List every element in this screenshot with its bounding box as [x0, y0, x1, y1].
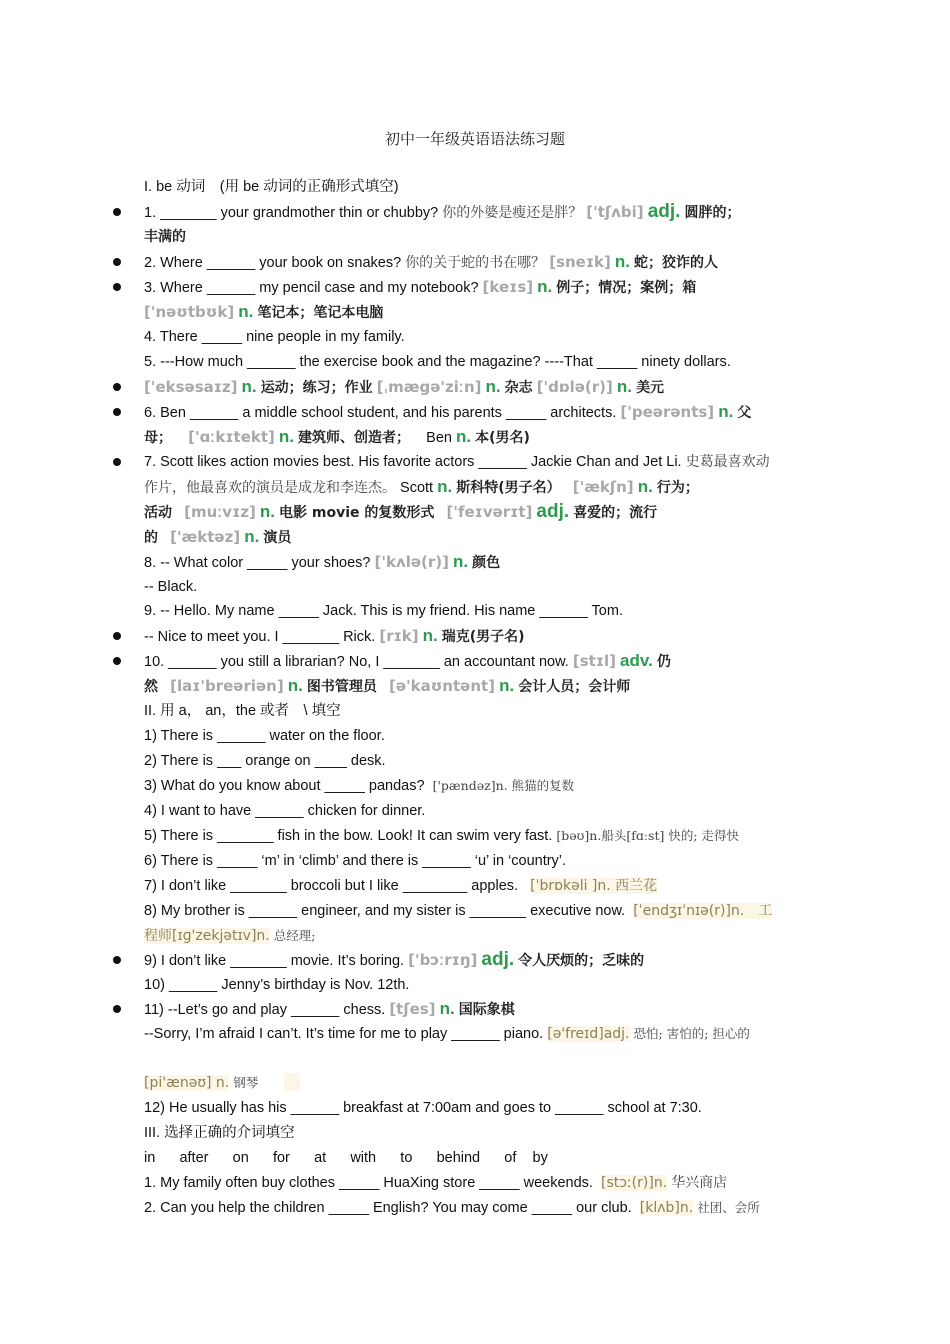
bullet [113, 1005, 121, 1013]
phonetic: ['eksəsaɪz] [144, 378, 238, 396]
translation: 你的外婆是瘦还是胖？ [442, 205, 583, 221]
phonetic: [sneɪk] [549, 253, 611, 271]
definition: 本(男名) [475, 430, 530, 446]
definition: 的 [144, 530, 158, 546]
question-text: 10. ______ you still a librarian? No, I _______ an accountant now. [144, 654, 569, 670]
definition: 父 [737, 405, 752, 421]
question-10-cont [144, 676, 814, 697]
phonetic: ['dɒlə(r)] [536, 378, 613, 396]
part-of-speech: n. [422, 626, 438, 645]
translation: 你的关于蛇的书在哪？ [405, 255, 546, 271]
phonetic: [keɪs] [482, 278, 534, 296]
word: Scott [400, 480, 434, 496]
definition: 演员 [263, 530, 292, 546]
part-of-speech: adj. [536, 502, 570, 522]
question-text: 9) I don’t like _______ movie. It’s boring. [144, 953, 405, 969]
vocab-note: [ə'freɪd]adj. [547, 1026, 630, 1042]
question-6-cont [144, 427, 814, 448]
question-6 [144, 402, 814, 423]
section-3-heading: III. 选择正确的介词填空 [144, 1125, 295, 1141]
vocab-note: [pi'ænəʊ] n. [144, 1075, 230, 1091]
preposition: of [504, 1150, 517, 1166]
phonetic: ['tʃʌbi] [586, 203, 644, 221]
page-title: 初中一年级英语语法练习题 [384, 130, 565, 148]
phonetic: [stɪl] [572, 652, 616, 670]
part-of-speech: n. [637, 477, 653, 496]
definition: 美元 [636, 380, 665, 396]
article-11 [144, 999, 814, 1020]
definition: 蛇；狡诈的人 [634, 255, 719, 271]
definition: 圆胖的； [684, 205, 741, 221]
question-text: 7. Scott likes action movies best. His favorite actors ______ Jackie Chan and Jet Li. [144, 454, 682, 470]
question-text: 3. Where ______ my pencil case and my notebook? [144, 280, 479, 296]
phonetic: ['æktəz] [170, 528, 241, 546]
question-text: 11) --Let’s go and play ______ chess. [144, 1002, 386, 1018]
article-8-cont [144, 926, 814, 946]
definition: 丰满的 [144, 229, 186, 245]
question-text: 1. _______ your grandmother thin or chubby? [144, 205, 439, 221]
question-text: 5) There is _______ fish in the bow. Look! It can swim very fast. [144, 828, 553, 844]
article-10: 10) ______ Jenny’s birthday is Nov. 12th. [144, 977, 410, 993]
question-3-cont [144, 302, 814, 323]
phonetic: ['ɑːkɪtekt] [188, 428, 275, 446]
vocab-note: [ˈendʒɪˈnɪə(r)]n. 工 [633, 903, 773, 919]
vocab-note: ['pændəz]n. 熊猫的复数 [432, 778, 575, 793]
question-text: 8. -- What color _____ your shoes? [144, 555, 371, 571]
definition: 杂志 [504, 380, 533, 396]
bullet [113, 408, 121, 416]
part-of-speech: n. [287, 676, 303, 695]
phonetic: [muːvɪz] [184, 503, 256, 521]
bullet [113, 458, 121, 466]
question-text: 8) My brother is ______ engineer, and my sister is _______ executive now. [144, 903, 626, 919]
translation: 作片，他最喜欢的演员是成龙和李连杰。 [144, 480, 396, 496]
part-of-speech: n. [439, 999, 455, 1018]
article-5 [144, 826, 814, 846]
definition: 国际象棋 [458, 1002, 515, 1018]
phonetic: ['peərənts] [620, 403, 715, 421]
definition: 活动 [144, 505, 172, 521]
phonetic: [laɪ'breəriən] [170, 677, 284, 695]
article-1: 1) There is ______ water on the floor. [144, 728, 385, 744]
phonetic: [rɪk] [379, 627, 419, 645]
article-11-cont [144, 1024, 814, 1044]
phonetic: [ə'kaʊntənt] [388, 677, 496, 695]
bullet [113, 657, 121, 665]
question-5-vocab [144, 377, 814, 398]
vocab-note: [ˈbrɒkəli ]n. 西兰花 [530, 878, 658, 894]
part-of-speech: adj. [481, 950, 515, 970]
phonetic: ['kʌlə(r)] [374, 553, 449, 571]
phonetic: ['ækʃn] [572, 478, 634, 496]
translation: 华兴商店 [671, 1175, 728, 1191]
translation: 史葛最喜欢动 [685, 454, 770, 470]
preposition-list [144, 1148, 814, 1168]
question-text: 6. Ben ______ a middle school student, and his parents _____ architects. [144, 405, 617, 421]
article-9 [144, 950, 814, 971]
question-7-cont-1 [144, 477, 814, 498]
definition: 瑞克(男子名) [441, 629, 525, 645]
question-text: -- Nice to meet you. I _______ Rick. [144, 629, 376, 645]
article-12: 12) He usually has his ______ breakfast at 7:00am and goes to ______ school at 7:30. [144, 1100, 702, 1116]
definition: 然 [144, 679, 158, 695]
article-8 [144, 901, 814, 921]
definition: 仍 [656, 654, 671, 670]
question-7-cont-2 [144, 502, 814, 523]
preposition-2 [144, 1198, 814, 1218]
question-7-cont-3 [144, 527, 814, 548]
question-text: 3) What do you know about _____ pandas? [144, 778, 425, 794]
part-of-speech: n. [453, 552, 469, 571]
definition: 电影 movie 的复数形式 [279, 505, 435, 521]
article-6: 6) There is _____ ‘m’ in ‘climb’ and there is ______ ‘u’ in ‘country’. [144, 853, 567, 869]
part-of-speech: n. [244, 527, 260, 546]
bullet [113, 258, 121, 266]
preposition: behind [436, 1150, 481, 1166]
article-3 [144, 776, 814, 796]
question-text: 2. Can you help the children _____ English? You may come _____ our club. [144, 1200, 632, 1216]
definition: 例子；情况；案例；箱 [556, 280, 697, 296]
phonetic: ['feɪvərɪt] [446, 503, 533, 521]
part-of-speech: n. [499, 676, 515, 695]
question-10 [144, 651, 814, 672]
definition: 会计人员；会计师 [518, 679, 631, 695]
bullet [113, 956, 121, 964]
preposition: after [179, 1150, 209, 1166]
article-7 [144, 876, 814, 896]
article-4: 4) I want to have ______ chicken for dinner. [144, 803, 426, 819]
part-of-speech: n. [485, 377, 501, 396]
definition: 斯科特(男子名） [456, 480, 561, 496]
preposition: by [532, 1150, 548, 1166]
preposition: on [232, 1150, 249, 1166]
vocab-note: [stɔː(r)]n. [601, 1175, 668, 1191]
vocab-note: 程师[ɪɡ'zekjətɪv]n. [144, 928, 270, 944]
preposition: in [144, 1150, 156, 1166]
phonetic: [tʃes] [389, 1000, 436, 1018]
question-1-cont [144, 227, 814, 247]
vocab-note: 钢琴 [233, 1075, 259, 1090]
part-of-speech: n. [537, 277, 553, 296]
question-text: --Sorry, I’m afraid I can’t. It’s time for me to play ______ piano. [144, 1026, 544, 1042]
definition: 喜爱的；流行 [573, 505, 658, 521]
question-5: 5. ---How much ______ the exercise book and the magazine? ----That _____ ninety dollars. [144, 354, 731, 370]
bullet [113, 383, 121, 391]
bullet [113, 283, 121, 291]
part-of-speech: n. [456, 427, 472, 446]
question-text: 2. Where ______ your book on snakes? [144, 255, 402, 271]
part-of-speech: n. [278, 427, 295, 446]
word: Ben [426, 430, 452, 446]
vocab-note: 总经理; [273, 928, 316, 943]
article-11-vocab [144, 1073, 814, 1093]
highlight-mark [284, 1073, 300, 1091]
question-9-cont [144, 626, 814, 647]
vocab-note: [klʌb]n. [639, 1200, 694, 1216]
question-9: 9. -- Hello. My name _____ Jack. This is my friend. His name ______ Tom. [144, 603, 623, 619]
part-of-speech: n. [238, 302, 254, 321]
definition: 母； [144, 430, 172, 446]
part-of-speech: adj. [647, 202, 681, 222]
definition: 令人厌烦的；乏味的 [518, 953, 645, 969]
question-4: 4. There _____ nine people in my family. [144, 329, 405, 345]
bullet [113, 208, 121, 216]
phonetic: ['nəʊtbʊk] [144, 303, 235, 321]
vocab-note: 恐怕; 害怕的; 担心的 [633, 1026, 750, 1041]
bullet [113, 632, 121, 640]
part-of-speech: n. [259, 502, 275, 521]
phonetic: [ˌmægə'ziːn] [376, 378, 482, 396]
part-of-speech: n. [718, 402, 734, 421]
definition: 行为； [656, 480, 699, 496]
question-text: 7) I don’t like _______ broccoli but I like ________ apples. [144, 878, 519, 894]
question-7 [144, 452, 814, 472]
definition: 图书管理员 [306, 679, 377, 695]
vocab-note: [bəʊ]n.船头[fɑːst] 快的; 走得快 [556, 828, 740, 843]
part-of-speech: n. [437, 477, 453, 496]
part-of-speech: n. [614, 252, 631, 271]
definition: 笔记本；笔记本电脑 [257, 305, 384, 321]
preposition: with [350, 1150, 377, 1166]
question-1 [144, 202, 814, 223]
part-of-speech: n. [241, 377, 257, 396]
question-3 [144, 277, 814, 298]
question-2 [144, 252, 814, 273]
article-2: 2) There is ___ orange on ____ desk. [144, 753, 386, 769]
part-of-speech: n. [616, 377, 633, 396]
definition: 颜色 [472, 555, 501, 571]
section-2-heading: II. 用 a， an，the 或者 \ 填空 [144, 703, 341, 719]
part-of-speech: adv. [620, 651, 653, 670]
question-8 [144, 552, 814, 573]
definition: 建筑师、创造者； [298, 430, 411, 446]
preposition: at [314, 1150, 327, 1166]
preposition: to [400, 1150, 413, 1166]
question-8-answer: -- Black. [144, 579, 198, 595]
translation: 社团、会所 [697, 1200, 760, 1215]
preposition-1 [144, 1173, 814, 1193]
definition: 运动；练习；作业 [260, 380, 373, 396]
phonetic: ['bɔːrɪŋ] [408, 951, 478, 969]
section-1-heading: I. be 动词 (用 be 动词的正确形式填空) [144, 179, 399, 195]
question-text: 1. My family often buy clothes _____ HuaXing store _____ weekends. [144, 1175, 593, 1191]
preposition: for [272, 1150, 290, 1166]
